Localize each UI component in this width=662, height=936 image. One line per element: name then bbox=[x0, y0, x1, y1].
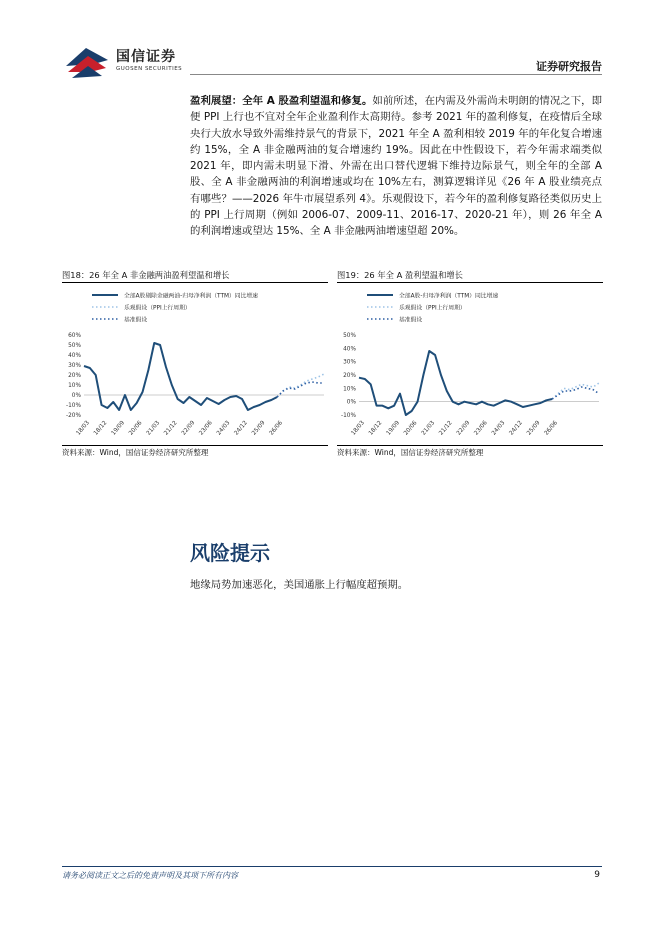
y-tick-label: 50% bbox=[343, 333, 356, 339]
logo-text-cn: 国信证券 bbox=[116, 49, 176, 65]
y-tick-label: 50% bbox=[68, 343, 81, 349]
x-tick-label: 24/03 bbox=[216, 420, 232, 437]
x-tick-label: 24/12 bbox=[233, 420, 249, 437]
x-tick-label: 25/09 bbox=[526, 420, 542, 437]
y-tick-label: 20% bbox=[68, 373, 81, 379]
y-tick-label: 30% bbox=[343, 359, 356, 366]
y-tick-label: 0% bbox=[71, 393, 81, 399]
y-tick-label: 60% bbox=[68, 333, 81, 339]
y-tick-label: 20% bbox=[343, 373, 356, 379]
figure-source: 资料来源：Wind，国信证券经济研究所整理 bbox=[337, 445, 603, 459]
series-line bbox=[277, 374, 324, 397]
figure-source: 资料来源：Wind，国信证券经济研究所整理 bbox=[62, 445, 328, 459]
series-line bbox=[552, 383, 599, 399]
x-tick-label: 26/06 bbox=[543, 420, 560, 437]
report-type-label: 证券研究报告 bbox=[536, 60, 602, 73]
paragraph-lead: 盈利展望：全年 A 股盈利望温和修复。 bbox=[190, 95, 373, 107]
footer-disclaimer: 请务必阅读正文之后的免责声明及其项下所有内容 bbox=[62, 871, 238, 880]
profit-outlook-paragraph bbox=[190, 93, 602, 240]
logo-text-en: GUOSEN SECURITIES bbox=[116, 66, 183, 72]
figure-19 bbox=[337, 268, 603, 459]
y-tick-label: -10% bbox=[341, 413, 356, 419]
legend-label: 全部A股-归母净利润（TTM）同比增速 bbox=[399, 293, 499, 300]
footer-divider bbox=[62, 866, 602, 867]
legend-label: 乐观假设（PPI上行周期） bbox=[124, 305, 191, 312]
x-tick-label: 24/03 bbox=[491, 420, 507, 437]
x-tick-label: 18/03 bbox=[350, 420, 366, 437]
chart-figure-18 bbox=[62, 283, 328, 443]
paragraph-body: 如前所述，在内需及外需尚未明朗的情况之下，即便 PPI 上行也不宜对全年企业盈利作太高期待。参考 2021 年的盈利修复，在疫情后全球央行大放水导致外需维持景气的背景下，2021 年全 A 盈利相较 2019 年的年化复合增速约 15%，全 A 非金融两油的复合增速约 19%。因此在中性假设下，若今年需求端类似 2021 年，即内需未明显下滑、外需在出口替代逻辑下维持边际景气，则全年的全部 A 股、全 A 非金融两油的利润增速或均在 10%左右，测算逻辑详见《26 年 A 股业绩亮点有哪些？——2026 年牛市展望系列 4》。乐观假设下，若今年的盈利修复路径类似历史上的 PPI 上行周期（例如 2006-07、2009-11、2016-17、2020-21 年），则 26 年全 A 的利润增速或望达 15%、全 A 非金融两油增速望超 20%。 bbox=[190, 95, 602, 238]
y-tick-label: -20% bbox=[66, 413, 81, 419]
x-tick-label: 18/12 bbox=[368, 420, 384, 437]
x-tick-label: 20/06 bbox=[403, 420, 419, 437]
x-tick-label: 19/09 bbox=[110, 420, 127, 437]
x-tick-label: 21/12 bbox=[163, 420, 179, 437]
x-tick-label: 19/09 bbox=[385, 420, 402, 437]
legend-label: 乐观假设（PPI上行周期） bbox=[399, 305, 466, 312]
y-tick-label: 40% bbox=[68, 353, 81, 359]
x-tick-label: 22/09 bbox=[455, 420, 472, 437]
figure-title: 图18：26 年全 A 非金融两油盈利望温和增长 bbox=[62, 268, 328, 283]
series-line bbox=[359, 351, 552, 415]
x-tick-label: 24/12 bbox=[508, 420, 524, 437]
risk-section-title: 风险提示 bbox=[190, 541, 270, 565]
y-tick-label: 10% bbox=[68, 383, 81, 389]
x-tick-label: 22/09 bbox=[180, 420, 197, 437]
risk-section-text: 地缘局势加速恶化，美国通胀上行幅度超预期。 bbox=[190, 579, 409, 591]
legend-label: 基准假设 bbox=[124, 317, 148, 324]
page-number: 9 bbox=[594, 870, 600, 880]
series-line bbox=[84, 343, 277, 410]
x-tick-label: 21/12 bbox=[438, 420, 454, 437]
header-divider bbox=[190, 74, 602, 75]
y-tick-label: -10% bbox=[66, 403, 81, 409]
chart-figure-19 bbox=[337, 283, 603, 443]
guosen-logo-icon bbox=[64, 42, 110, 82]
y-tick-label: 30% bbox=[68, 363, 81, 369]
x-tick-label: 25/09 bbox=[251, 420, 267, 437]
x-tick-label: 23/06 bbox=[473, 420, 489, 437]
page-header bbox=[0, 0, 662, 80]
legend-label: 全部A股剔除金融两油-归母净利润（TTM）同比增速 bbox=[124, 293, 258, 300]
x-tick-label: 26/06 bbox=[268, 420, 285, 437]
legend-label: 基准假设 bbox=[399, 317, 423, 324]
guosen-logo bbox=[64, 42, 194, 82]
figure-title: 图19：26 年全 A 盈利望温和增长 bbox=[337, 268, 603, 283]
x-tick-label: 18/12 bbox=[93, 420, 109, 437]
y-tick-label: 10% bbox=[343, 386, 356, 393]
y-tick-label: 0% bbox=[346, 399, 356, 406]
y-tick-label: 40% bbox=[343, 346, 356, 353]
x-tick-label: 23/06 bbox=[198, 420, 214, 437]
x-tick-label: 18/03 bbox=[75, 420, 91, 437]
figure-18 bbox=[62, 268, 328, 459]
x-tick-label: 21/03 bbox=[145, 420, 162, 437]
x-tick-label: 20/06 bbox=[128, 420, 144, 437]
x-tick-label: 21/03 bbox=[420, 420, 437, 437]
